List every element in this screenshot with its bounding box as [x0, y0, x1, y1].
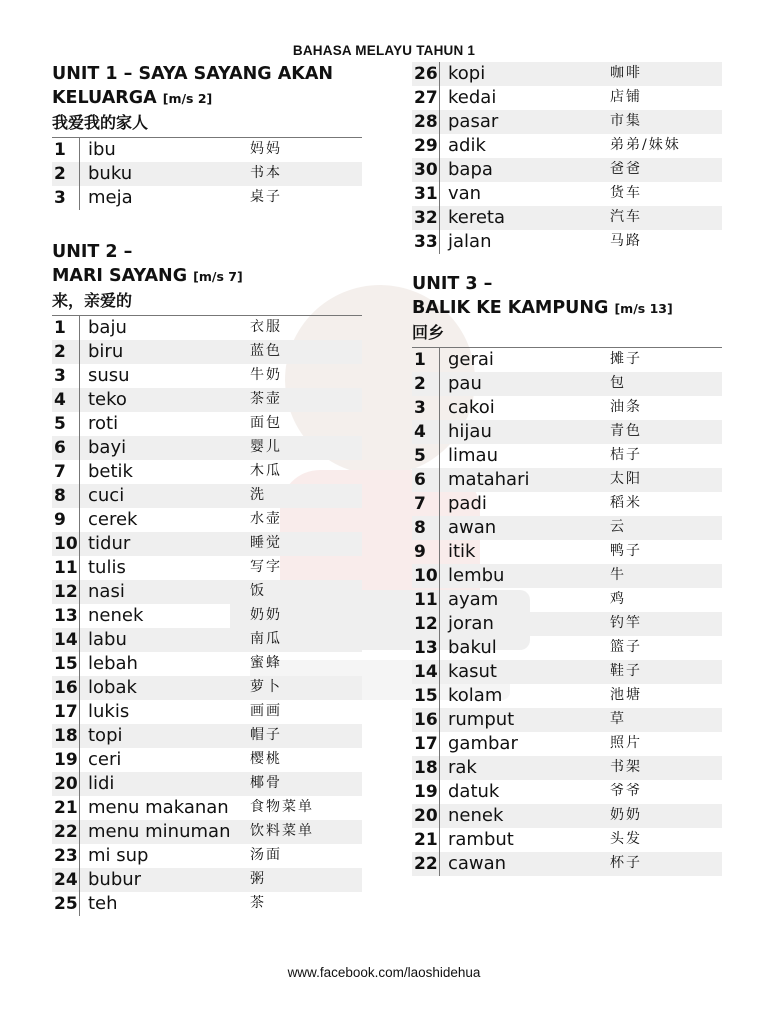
- unit-1-page-ref: [m/s 2]: [162, 91, 213, 106]
- word-number: 1: [412, 348, 440, 372]
- malay-word: roti: [88, 413, 119, 434]
- table-row: [412, 516, 722, 540]
- table-row: [52, 186, 362, 210]
- chinese-translation: 稻米: [610, 495, 642, 511]
- word-number: 14: [52, 628, 80, 652]
- malay-word: ayam: [448, 589, 499, 610]
- malay-word: jalan: [448, 231, 492, 252]
- word-number: 7: [52, 460, 80, 484]
- malay-word: kopi: [448, 63, 486, 84]
- word-number: 5: [412, 444, 440, 468]
- word-number: 11: [412, 588, 440, 612]
- table-row: [52, 556, 362, 580]
- word-number: 28: [412, 110, 440, 134]
- malay-word: gerai: [448, 349, 494, 370]
- word-number: 22: [412, 852, 440, 876]
- unit-1-section: [52, 62, 362, 210]
- malay-word: matahari: [448, 469, 530, 490]
- malay-word: adik: [448, 135, 486, 156]
- chinese-translation: 油条: [610, 399, 642, 415]
- word-number: 2: [52, 162, 80, 186]
- malay-word: itik: [448, 541, 476, 562]
- chinese-translation: 桔子: [610, 447, 642, 463]
- malay-word: ibu: [88, 139, 116, 160]
- chinese-translation: 樱桃: [250, 751, 282, 767]
- table-row: [52, 748, 362, 772]
- word-number: 20: [52, 772, 80, 796]
- unit-2-section: [52, 240, 362, 916]
- malay-word: tidur: [88, 533, 131, 554]
- malay-word: biru: [88, 341, 124, 362]
- word-number: 29: [412, 134, 440, 158]
- chinese-translation: 椰骨: [250, 775, 282, 791]
- unit-2-heading: [52, 240, 362, 313]
- word-number: 27: [412, 86, 440, 110]
- malay-word: rumput: [448, 709, 515, 730]
- word-number: 1: [52, 138, 80, 162]
- table-row: [52, 892, 362, 916]
- malay-word: pasar: [448, 111, 499, 132]
- chinese-translation: 汽车: [610, 209, 642, 225]
- word-number: 8: [52, 484, 80, 508]
- chinese-translation: 云: [610, 519, 626, 535]
- chinese-translation: 青色: [610, 423, 642, 439]
- word-number: 15: [412, 684, 440, 708]
- unit-2-word-table-part-1: [52, 315, 362, 916]
- word-number: 24: [52, 868, 80, 892]
- word-number: 18: [52, 724, 80, 748]
- word-number: 7: [412, 492, 440, 516]
- table-row: [52, 532, 362, 556]
- malay-word: rak: [448, 757, 477, 778]
- word-number: 19: [412, 780, 440, 804]
- malay-word: lidi: [88, 773, 115, 794]
- malay-word: teko: [88, 389, 127, 410]
- unit-2-word-table-part-2: [412, 62, 722, 254]
- table-row: [412, 612, 722, 636]
- table-row: [52, 340, 362, 364]
- table-row: [412, 62, 722, 86]
- table-row: [412, 86, 722, 110]
- word-number: 18: [412, 756, 440, 780]
- chinese-translation: 蜜蜂: [250, 655, 282, 671]
- unit-2-page-ref: [m/s 7]: [193, 269, 243, 284]
- malay-word: teh: [88, 893, 118, 914]
- malay-word: tulis: [88, 557, 126, 578]
- word-number: 10: [412, 564, 440, 588]
- malay-word: nasi: [88, 581, 125, 602]
- table-row: [412, 348, 722, 372]
- table-row: [412, 852, 722, 876]
- table-row: [412, 636, 722, 660]
- unit-3-page-ref: [m/s 13]: [614, 301, 673, 316]
- table-row: [52, 412, 362, 436]
- table-row: [52, 772, 362, 796]
- word-number: 9: [412, 540, 440, 564]
- table-row: [52, 844, 362, 868]
- chinese-translation: 婴儿: [250, 439, 282, 455]
- chinese-translation: 食物菜单: [250, 799, 314, 815]
- chinese-translation: 货车: [610, 185, 642, 201]
- chinese-translation: 鸡: [610, 591, 626, 607]
- word-number: 22: [52, 820, 80, 844]
- table-row: [52, 868, 362, 892]
- unit-1-title-line-1: UNIT 1 – SAYA SAYANG AKAN: [52, 64, 334, 84]
- word-number: 6: [52, 436, 80, 460]
- malay-word: baju: [88, 317, 127, 338]
- table-row: [52, 604, 362, 628]
- malay-word: cuci: [88, 485, 125, 506]
- chinese-translation: 太阳: [610, 471, 642, 487]
- chinese-translation: 帽子: [250, 727, 282, 743]
- word-number: 17: [412, 732, 440, 756]
- word-number: 25: [52, 892, 80, 916]
- chinese-translation: 鸭子: [610, 543, 642, 559]
- word-number: 21: [412, 828, 440, 852]
- table-row: [52, 162, 362, 186]
- word-number: 17: [52, 700, 80, 724]
- table-row: [52, 796, 362, 820]
- table-row: [412, 828, 722, 852]
- table-row: [412, 206, 722, 230]
- table-row: [52, 138, 362, 162]
- word-number: 20: [412, 804, 440, 828]
- malay-word: meja: [88, 187, 133, 208]
- chinese-translation: 妈妈: [250, 141, 282, 157]
- word-number: 4: [412, 420, 440, 444]
- chinese-translation: 牛: [610, 567, 626, 583]
- unit-1-title-line-2: KELUARGA: [52, 88, 157, 108]
- chinese-translation: 衣服: [250, 319, 282, 335]
- chinese-translation: 头发: [610, 831, 642, 847]
- chinese-translation: 画画: [250, 703, 282, 719]
- table-row: [52, 628, 362, 652]
- table-row: [52, 436, 362, 460]
- table-row: [52, 508, 362, 532]
- malay-word: susu: [88, 365, 130, 386]
- word-number: 23: [52, 844, 80, 868]
- chinese-translation: 面包: [250, 415, 282, 431]
- chinese-translation: 写字: [250, 559, 282, 575]
- word-number: 16: [52, 676, 80, 700]
- table-row: [52, 388, 362, 412]
- table-row: [52, 364, 362, 388]
- malay-word: labu: [88, 629, 127, 650]
- malay-word: nenek: [88, 605, 144, 626]
- chinese-translation: 汤面: [250, 847, 282, 863]
- table-row: [52, 652, 362, 676]
- table-row: [412, 732, 722, 756]
- malay-word: bubur: [88, 869, 142, 890]
- malay-word: gambar: [448, 733, 518, 754]
- malay-word: menu minuman: [88, 821, 231, 842]
- word-number: 13: [52, 604, 80, 628]
- word-number: 30: [412, 158, 440, 182]
- unit-1-word-table: [52, 137, 362, 210]
- malay-word: kedai: [448, 87, 497, 108]
- chinese-translation: 奶奶: [250, 607, 282, 623]
- chinese-translation: 洗: [250, 487, 266, 503]
- unit-1-chinese-title: 我爱我的家人: [52, 113, 149, 132]
- malay-word: cakoi: [448, 397, 495, 418]
- table-row: [412, 588, 722, 612]
- chinese-translation: 店铺: [610, 89, 642, 105]
- malay-word: hijau: [448, 421, 492, 442]
- table-row: [412, 564, 722, 588]
- table-row: [52, 316, 362, 340]
- malay-word: limau: [448, 445, 498, 466]
- table-row: [412, 492, 722, 516]
- malay-word: bayi: [88, 437, 127, 458]
- table-row: [412, 540, 722, 564]
- chinese-translation: 照片: [610, 735, 642, 751]
- chinese-translation: 草: [610, 711, 626, 727]
- chinese-translation: 木瓜: [250, 463, 282, 479]
- word-number: 33: [412, 230, 440, 254]
- malay-word: joran: [448, 613, 494, 634]
- chinese-translation: 水壶: [250, 511, 282, 527]
- malay-word: menu makanan: [88, 797, 229, 818]
- table-row: [412, 444, 722, 468]
- chinese-translation: 睡觉: [250, 535, 282, 551]
- left-column: [52, 62, 362, 916]
- chinese-translation: 萝卜: [250, 679, 282, 695]
- chinese-translation: 爷爷: [610, 783, 642, 799]
- chinese-translation: 书架: [610, 759, 642, 775]
- chinese-translation: 摊子: [610, 351, 642, 367]
- chinese-translation: 杯子: [610, 855, 642, 871]
- word-number: 10: [52, 532, 80, 556]
- chinese-translation: 茶壶: [250, 391, 282, 407]
- malay-word: padi: [448, 493, 487, 514]
- unit-3-heading: [412, 272, 722, 345]
- unit-3-title-line-1: UNIT 3 –: [412, 274, 493, 294]
- word-number: 15: [52, 652, 80, 676]
- malay-word: lembu: [448, 565, 505, 586]
- word-number: 8: [412, 516, 440, 540]
- word-number: 12: [52, 580, 80, 604]
- chinese-translation: 钓竿: [610, 615, 642, 631]
- table-row: [412, 134, 722, 158]
- table-row: [52, 820, 362, 844]
- table-row: [412, 756, 722, 780]
- malay-word: datuk: [448, 781, 500, 802]
- table-row: [412, 420, 722, 444]
- word-number: 19: [52, 748, 80, 772]
- chinese-translation: 爸爸: [610, 161, 642, 177]
- word-number: 2: [412, 372, 440, 396]
- malay-word: kolam: [448, 685, 503, 706]
- chinese-translation: 牛奶: [250, 367, 282, 383]
- word-number: 1: [52, 316, 80, 340]
- chinese-translation: 弟弟/妹妹: [610, 137, 681, 153]
- malay-word: buku: [88, 163, 133, 184]
- table-row: [412, 372, 722, 396]
- table-row: [52, 724, 362, 748]
- malay-word: cerek: [88, 509, 138, 530]
- chinese-translation: 鞋子: [610, 663, 642, 679]
- table-row: [412, 660, 722, 684]
- malay-word: awan: [448, 517, 497, 538]
- word-number: 2: [52, 340, 80, 364]
- chinese-translation: 蓝色: [250, 343, 282, 359]
- malay-word: mi sup: [88, 845, 149, 866]
- word-number: 3: [52, 364, 80, 388]
- malay-word: nenek: [448, 805, 504, 826]
- malay-word: lebah: [88, 653, 138, 674]
- unit-3-chinese-title: 回乡: [412, 323, 445, 342]
- malay-word: kasut: [448, 661, 497, 682]
- chinese-translation: 奶奶: [610, 807, 642, 823]
- page-title: BAHASA MELAYU TAHUN 1: [292, 43, 476, 58]
- malay-word: rambut: [448, 829, 514, 850]
- malay-word: lukis: [88, 701, 130, 722]
- chinese-translation: 马路: [610, 233, 642, 249]
- unit-3-title-line-2: BALIK KE KAMPUNG: [412, 298, 609, 318]
- word-number: 12: [412, 612, 440, 636]
- unit-2-chinese-title: 来，亲爱的: [52, 291, 133, 310]
- word-number: 5: [52, 412, 80, 436]
- malay-word: pau: [448, 373, 482, 394]
- word-number: 3: [52, 186, 80, 210]
- chinese-translation: 书本: [250, 165, 282, 181]
- table-row: [412, 468, 722, 492]
- table-row: [412, 780, 722, 804]
- table-row: [412, 804, 722, 828]
- table-row: [412, 230, 722, 254]
- unit-3-section: [412, 272, 722, 876]
- word-number: 16: [412, 708, 440, 732]
- table-row: [412, 396, 722, 420]
- chinese-translation: 市集: [610, 113, 642, 129]
- table-row: [52, 700, 362, 724]
- table-row: [52, 484, 362, 508]
- malay-word: kereta: [448, 207, 506, 228]
- footer-url: www.facebook.com/laoshidehua: [287, 965, 481, 980]
- unit-2-title-line-2: MARI SAYANG: [52, 266, 188, 286]
- table-row: [412, 110, 722, 134]
- malay-word: van: [448, 183, 482, 204]
- malay-word: bapa: [448, 159, 493, 180]
- word-number: 32: [412, 206, 440, 230]
- malay-word: topi: [88, 725, 123, 746]
- chinese-translation: 茶: [250, 895, 266, 911]
- word-number: 14: [412, 660, 440, 684]
- word-number: 9: [52, 508, 80, 532]
- malay-word: ceri: [88, 749, 122, 770]
- chinese-translation: 咖啡: [610, 65, 642, 81]
- word-number: 3: [412, 396, 440, 420]
- chinese-translation: 粥: [250, 871, 266, 887]
- table-row: [412, 708, 722, 732]
- right-column: [412, 62, 722, 876]
- word-number: 26: [412, 62, 440, 86]
- word-number: 13: [412, 636, 440, 660]
- unit-2-title-line-1: UNIT 2 –: [52, 242, 133, 262]
- unit-3-word-table: [412, 347, 722, 876]
- unit-1-heading: [52, 62, 362, 135]
- malay-word: bakul: [448, 637, 497, 658]
- chinese-translation: 包: [610, 375, 626, 391]
- chinese-translation: 饭: [250, 583, 266, 599]
- table-row: [412, 182, 722, 206]
- chinese-translation: 饮料菜单: [250, 823, 314, 839]
- word-number: 6: [412, 468, 440, 492]
- chinese-translation: 南瓜: [250, 631, 282, 647]
- malay-word: cawan: [448, 853, 507, 874]
- word-number: 4: [52, 388, 80, 412]
- malay-word: betik: [88, 461, 133, 482]
- word-number: 11: [52, 556, 80, 580]
- table-row: [412, 684, 722, 708]
- chinese-translation: 桌子: [250, 189, 282, 205]
- word-number: 31: [412, 182, 440, 206]
- table-row: [412, 158, 722, 182]
- chinese-translation: 篮子: [610, 639, 642, 655]
- malay-word: lobak: [88, 677, 137, 698]
- table-row: [52, 580, 362, 604]
- chinese-translation: 池塘: [610, 687, 642, 703]
- table-row: [52, 460, 362, 484]
- table-row: [52, 676, 362, 700]
- word-number: 21: [52, 796, 80, 820]
